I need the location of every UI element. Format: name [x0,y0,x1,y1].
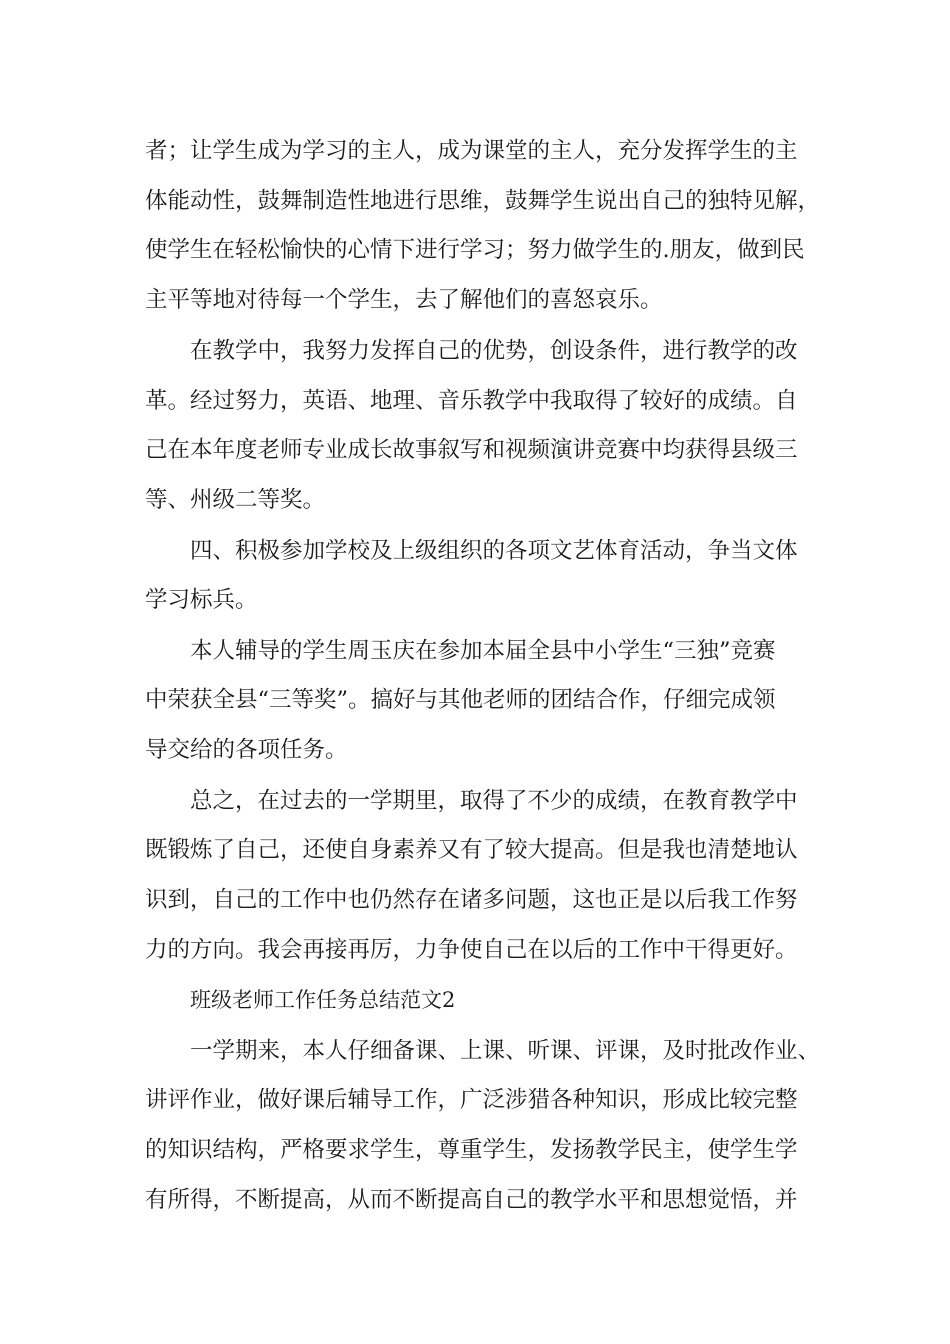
paragraph-line: 体能动性，鼓舞制造性地进行思维，鼓舞学生说出自己的独特见解， [145,188,821,214]
paragraph-line: 识到，自己的工作中也仍然存在诸多问题，这也正是以后我工作努 [145,887,798,913]
paragraph-line: 本人辅导的学生周玉庆在参加本届全县中小学生“三独”竞赛 [190,638,776,664]
paragraph-line: 者；让学生成为学习的主人，成为课堂的主人，充分发挥学生的主 [145,138,798,164]
paragraph-line: 既锻炼了自己，还使自身素养又有了较大提高。但是我也清楚地认 [145,837,798,863]
paragraph-line: 力的方向。我会再接再厉，力争使自己在以后的工作中干得更好。 [145,937,798,963]
paragraph-line: 革。经过努力，英语、地理、音乐教学中我取得了较好的成绩。自 [145,388,798,414]
paragraph-line: 的知识结构，严格要求学生，尊重学生，发扬教学民主，使学生学 [145,1137,798,1163]
paragraph-line: 使学生在轻松愉快的心情下进行学习；努力做学生的.朋友，做到民 [145,237,805,263]
section-heading: 班级老师工作任务总结范文2 [190,988,456,1012]
paragraph-line: 有所得，不断提高，从而不断提高自己的教学水平和思想觉悟，并 [145,1187,798,1213]
paragraph-line: 己在本年度老师专业成长故事叙写和视频演讲竞赛中均获得县级三 [145,437,798,463]
paragraph-line: 导交给的各项任务。 [145,737,348,763]
paragraph-line: 等、州级二等奖。 [145,487,326,513]
paragraph-line: 学习标兵。 [145,587,258,613]
paragraph-line: 中荣获全县“三等奖”。搞好与其他老师的团结合作，仔细完成领 [145,687,776,713]
paragraph-line: 四、积极参加学校及上级组织的各项文艺体育活动，争当文体 [190,538,798,564]
paragraph-line: 总之，在过去的一学期里，取得了不少的成绩，在教育教学中 [190,788,798,814]
paragraph-line: 在教学中，我努力发挥自己的优势，创设条件，进行教学的改 [190,338,798,364]
paragraph-line: 一学期来，本人仔细备课、上课、听课、评课，及时批改作业、 [190,1038,821,1064]
paragraph-line: 讲评作业，做好课后辅导工作，广泛涉猎各种知识，形成比较完整 [145,1087,798,1113]
paragraph-line: 主平等地对待每一个学生，去了解他们的喜怒哀乐。 [145,287,663,313]
